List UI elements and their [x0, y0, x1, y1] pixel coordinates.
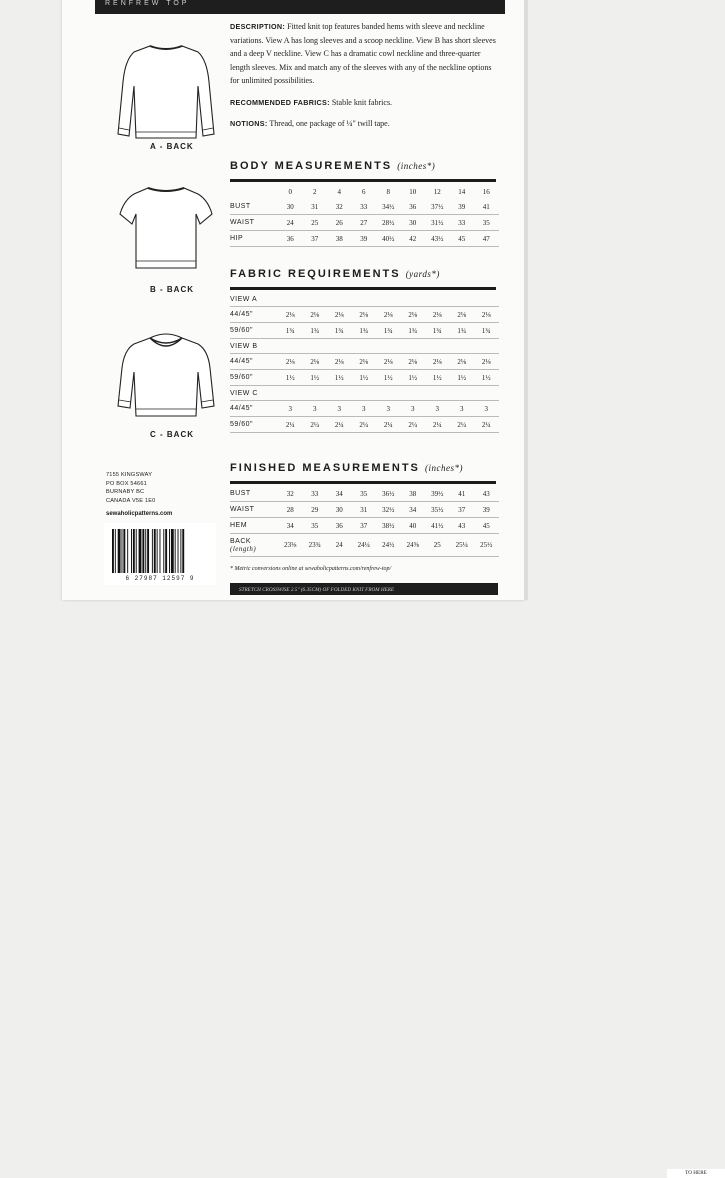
table-cell: 1½ [352, 370, 377, 386]
table-cell: 2⅛ [450, 307, 475, 323]
table-cell: 3 [425, 401, 450, 417]
table-cell: 41 [474, 199, 499, 215]
table-cell: 32½ [376, 502, 401, 518]
table-cell: 36 [401, 199, 426, 215]
table-cell: 37 [352, 518, 377, 534]
cowl-neck-back-icon [114, 332, 218, 422]
table-cell: 3 [401, 401, 426, 417]
table-cell [425, 292, 450, 307]
table-cell: 2⅛ [303, 354, 328, 370]
table-cell: 34 [327, 486, 352, 502]
table-cell: 2¼ [450, 417, 475, 433]
table-cell: 3 [474, 401, 499, 417]
table-cell: 24 [278, 215, 303, 231]
table-cell: 30 [327, 502, 352, 518]
table-cell: 2⅛ [425, 354, 450, 370]
table-cell: 35½ [425, 502, 450, 518]
table-cell [425, 386, 450, 401]
finished-rule [230, 481, 496, 484]
row-label: HIP [230, 231, 278, 247]
stretch-guide-text: STRETCH CROSSWISE 2.5" (6.35CM) OF FOLDED KNIT FROM HERE [239, 587, 395, 593]
table-cell [327, 339, 352, 354]
barcode-bar [157, 529, 158, 573]
table-cell: 25 [425, 534, 450, 557]
table-cell: 24 [327, 534, 352, 557]
table-cell: 32 [327, 199, 352, 215]
table-cell: 0 [288, 187, 292, 196]
table-cell: 37 [450, 502, 475, 518]
table-row [230, 199, 499, 215]
table-cell [278, 339, 303, 354]
table-cell [401, 339, 426, 354]
table-cell: 26 [327, 215, 352, 231]
table-row [230, 502, 499, 518]
row-label: WAIST [230, 215, 278, 231]
fabric-title-text: FABRIC REQUIREMENTS [230, 268, 401, 280]
table-cell: 2⅛ [352, 307, 377, 323]
barcode-bar [160, 529, 161, 573]
table-cell: 10 [409, 187, 417, 196]
short-sleeve-back-icon [116, 184, 216, 274]
table-cell: 34 [401, 502, 426, 518]
table-cell: 34½ [376, 199, 401, 215]
row-label: BUST [230, 486, 278, 502]
table-cell: 38 [401, 486, 426, 502]
table-cell: 3 [278, 401, 303, 417]
row-label: VIEW C [230, 386, 278, 401]
fabrics-text: Stable knit fabrics. [331, 97, 393, 107]
table-cell: 2¼ [303, 417, 328, 433]
table-cell [474, 386, 499, 401]
table-cell: 36 [327, 518, 352, 534]
table-cell: 43 [450, 518, 475, 534]
table-cell: 38½ [376, 518, 401, 534]
table-cell: 2⅛ [425, 307, 450, 323]
table-cell: 27 [352, 215, 377, 231]
table-cell: 25½ [474, 534, 499, 557]
table-cell: 1¾ [376, 323, 401, 339]
view-a-caption: A - BACK [150, 142, 194, 151]
table-cell: 1½ [474, 370, 499, 386]
table-row [230, 401, 499, 417]
table-row [230, 231, 499, 247]
table-cell: 3 [352, 401, 377, 417]
table-cell: 45 [450, 231, 475, 247]
table-cell: 2⅛ [278, 354, 303, 370]
table-cell: 39½ [425, 486, 450, 502]
fabric-requirements-table [230, 292, 499, 433]
table-cell: 2⅛ [474, 307, 499, 323]
table-row [230, 215, 499, 231]
table-cell: 1½ [278, 370, 303, 386]
barcode-bar [180, 529, 181, 573]
table-cell: 2⅛ [327, 307, 352, 323]
barcode-bar [139, 529, 142, 573]
table-cell [352, 339, 377, 354]
table-cell: 2⅛ [450, 354, 475, 370]
table-cell: 2⅛ [278, 307, 303, 323]
table-cell: 39 [474, 502, 499, 518]
table-cell: 28½ [376, 215, 401, 231]
description-text: Fitted knit top features banded hems with sleeve and neckline variations. View A has long sleeves and a scoop neckline. View B has short sleeves and a deep V neckline. View C has a dramatic cowl neckline and three-quarter length sleeves. Mix and match any of the sleeves with any of the neckline options for unlimited possibilities. [230, 22, 496, 85]
table-cell: 31½ [425, 215, 450, 231]
table-cell [376, 292, 401, 307]
description-label: DESCRIPTION: [230, 22, 286, 31]
table-cell: 2¼ [352, 417, 377, 433]
view-c-caption: C - BACK [150, 430, 194, 439]
table-cell: 24½ [376, 534, 401, 557]
table-cell: 34 [278, 518, 303, 534]
barcode-bar [171, 529, 174, 573]
barcode-bar [182, 529, 184, 573]
table-cell: 35 [303, 518, 328, 534]
body-measurements-table [230, 184, 499, 247]
table-cell: 1½ [401, 370, 426, 386]
table-row [230, 354, 499, 370]
table-cell [303, 292, 328, 307]
table-cell: 24⅝ [401, 534, 426, 557]
table-cell [401, 386, 426, 401]
stretch-guide-strip [230, 583, 707, 1176]
table-cell: 3 [303, 401, 328, 417]
table-cell [327, 386, 352, 401]
table-cell: 1¾ [450, 323, 475, 339]
table-cell: 36 [278, 231, 303, 247]
table-cell: 14 [458, 187, 466, 196]
table-cell: 43½ [425, 231, 450, 247]
table-cell: 16 [482, 187, 490, 196]
barcode-bar [175, 529, 176, 573]
table-cell [376, 386, 401, 401]
finished-title-text: FINISHED MEASUREMENTS [230, 462, 420, 474]
envelope-edge [524, 0, 528, 600]
table-cell: 1¾ [278, 323, 303, 339]
table-cell: 2¼ [327, 417, 352, 433]
body-rule [230, 179, 496, 182]
body-unit: (inches*) [397, 161, 436, 171]
row-label: VIEW A [230, 292, 278, 307]
table-cell: 40 [401, 518, 426, 534]
barcode-bar [142, 529, 144, 573]
barcode-bar [123, 529, 125, 573]
table-cell: 30 [401, 215, 426, 231]
address-block [106, 471, 155, 505]
row-label [230, 184, 278, 199]
finished-measurements-title [230, 462, 463, 474]
table-row [230, 339, 499, 354]
row-label: 59/60" [230, 323, 278, 339]
table-cell: 24¼ [352, 534, 377, 557]
table-cell: 42 [401, 231, 426, 247]
table-cell: 1¾ [401, 323, 426, 339]
barcode-bar [136, 529, 137, 573]
table-row [230, 518, 499, 534]
fabric-rule [230, 287, 496, 290]
row-label: 44/45" [230, 354, 278, 370]
table-cell: 2 [313, 187, 317, 196]
table-cell: 29 [303, 502, 328, 518]
table-row [230, 184, 499, 199]
table-cell: 2¼ [474, 417, 499, 433]
barcode-bar [154, 529, 156, 573]
table-cell: 41 [450, 486, 475, 502]
barcode-bar [133, 529, 135, 573]
row-label: BACK (length) [230, 534, 278, 557]
table-cell [401, 292, 426, 307]
table-cell: 40½ [376, 231, 401, 247]
table-cell: 12 [433, 187, 441, 196]
table-cell [352, 386, 377, 401]
body-title-text: BODY MEASUREMENTS [230, 160, 393, 172]
stretch-guide-box: TO HERE [667, 1169, 725, 1178]
address-line: CANADA V5E 1E0 [106, 497, 156, 504]
row-label: BUST [230, 199, 278, 215]
table-row [230, 292, 499, 307]
notions-text: Thread, one package of ¼" twill tape. [269, 119, 390, 128]
row-label: 59/60" [230, 370, 278, 386]
table-cell: 35 [352, 486, 377, 502]
table-cell: 39 [352, 231, 377, 247]
table-cell: 1¾ [352, 323, 377, 339]
table-row [230, 323, 499, 339]
barcode-bar [169, 529, 170, 573]
table-cell: 2⅛ [352, 354, 377, 370]
table-cell: 28 [278, 502, 303, 518]
table-cell: 1½ [303, 370, 328, 386]
row-sublabel: (length) [230, 544, 257, 553]
table-cell: 33 [450, 215, 475, 231]
table-cell [278, 292, 303, 307]
table-cell: 1¾ [303, 323, 328, 339]
table-cell: 2⅛ [327, 354, 352, 370]
table-cell: 1½ [327, 370, 352, 386]
table-row [230, 486, 499, 502]
table-cell: 23⅛ [278, 534, 303, 557]
table-cell: 2⅛ [401, 307, 426, 323]
table-row [230, 534, 499, 557]
view-b-caption: B - BACK [150, 285, 194, 294]
table-cell [278, 386, 303, 401]
table-cell: 2¼ [376, 417, 401, 433]
table-cell: 3 [450, 401, 475, 417]
table-cell: 32 [278, 486, 303, 502]
metric-footnote: * Metric conversions online at sewaholicpatterns.com/renfrew-top/ [230, 566, 392, 572]
table-cell [376, 339, 401, 354]
table-cell: 2⅛ [303, 307, 328, 323]
table-cell: 1½ [425, 370, 450, 386]
table-cell: 3 [376, 401, 401, 417]
row-label: WAIST [230, 502, 278, 518]
table-cell: 1¾ [474, 323, 499, 339]
row-label: VIEW B [230, 339, 278, 354]
barcode-bar [152, 529, 153, 573]
table-cell: 25¼ [450, 534, 475, 557]
table-cell: 2⅛ [401, 354, 426, 370]
table-cell [450, 292, 475, 307]
table-cell: 2⅛ [376, 307, 401, 323]
table-cell: 31 [352, 502, 377, 518]
table-cell: 4 [337, 187, 341, 196]
table-cell: 30 [278, 199, 303, 215]
table-cell: 1¾ [327, 323, 352, 339]
address-line: PO BOX 54661 [106, 480, 147, 487]
barcode-bars [112, 529, 208, 573]
finished-unit: (inches*) [424, 463, 463, 473]
table-cell [327, 292, 352, 307]
table-cell: 36½ [376, 486, 401, 502]
barcode-bar [147, 529, 149, 573]
table-cell: 23¾ [303, 534, 328, 557]
table-cell [352, 292, 377, 307]
table-cell: 2⅛ [376, 354, 401, 370]
table-cell: 8 [386, 187, 390, 196]
finished-measurements-table [230, 486, 499, 557]
table-cell: 3 [327, 401, 352, 417]
barcode-bar [131, 529, 132, 573]
barcode-bar [163, 529, 164, 573]
table-cell [450, 386, 475, 401]
barcode-bar [127, 529, 128, 573]
table-cell: 2¼ [425, 417, 450, 433]
barcode-bar [115, 529, 116, 573]
table-cell: 2¼ [278, 417, 303, 433]
table-cell: 31 [303, 199, 328, 215]
table-cell: 37½ [425, 199, 450, 215]
table-cell [474, 339, 499, 354]
body-measurements-title [230, 160, 435, 172]
table-row [230, 307, 499, 323]
fabrics-label: RECOMMENDED FABRICS: [230, 97, 330, 107]
row-label: 44/45" [230, 307, 278, 323]
table-cell: 37 [303, 231, 328, 247]
address-line: BURNABY BC [106, 489, 145, 496]
barcode-bar [178, 529, 179, 573]
barcode-number: 6 27987 12597 9 [125, 575, 195, 582]
table-cell: 25 [303, 215, 328, 231]
table-cell: 38 [327, 231, 352, 247]
notions-label: NOTIONS: [230, 119, 268, 128]
website-url: sewaholicpatterns.com [106, 511, 173, 517]
barcode [104, 523, 216, 585]
barcode-bar [122, 529, 123, 573]
table-cell: 6 [362, 187, 366, 196]
table-cell: 1½ [450, 370, 475, 386]
long-sleeve-scoop-back-icon [112, 42, 220, 146]
row-label: 59/60" [230, 417, 278, 433]
table-cell: 39 [450, 199, 475, 215]
barcode-bar [112, 529, 114, 573]
table-cell: 35 [474, 215, 499, 231]
table-cell [474, 292, 499, 307]
table-row [230, 370, 499, 386]
table-cell [425, 339, 450, 354]
table-cell: 1½ [376, 370, 401, 386]
table-cell: 41½ [425, 518, 450, 534]
table-cell: 45 [474, 518, 499, 534]
table-cell: 2⅛ [474, 354, 499, 370]
fabric-requirements-title [230, 268, 440, 280]
description-block [230, 20, 498, 139]
barcode-bar [118, 529, 121, 573]
table-cell: 47 [474, 231, 499, 247]
table-cell: 33 [352, 199, 377, 215]
header-strip: RENFREW TOP [95, 0, 505, 14]
table-row [230, 386, 499, 401]
table-row [230, 417, 499, 433]
table-cell [303, 339, 328, 354]
table-cell [303, 386, 328, 401]
table-cell: 43 [474, 486, 499, 502]
row-label: 44/45" [230, 401, 278, 417]
barcode-bar [165, 529, 167, 573]
table-cell: 2¼ [401, 417, 426, 433]
fabric-unit: (yards*) [405, 269, 440, 279]
table-cell: 1¾ [425, 323, 450, 339]
row-label: HEM [230, 518, 278, 534]
table-cell: 33 [303, 486, 328, 502]
table-cell [450, 339, 475, 354]
address-line: 7155 KINGSWAY [106, 472, 153, 478]
barcode-bar [145, 529, 146, 573]
